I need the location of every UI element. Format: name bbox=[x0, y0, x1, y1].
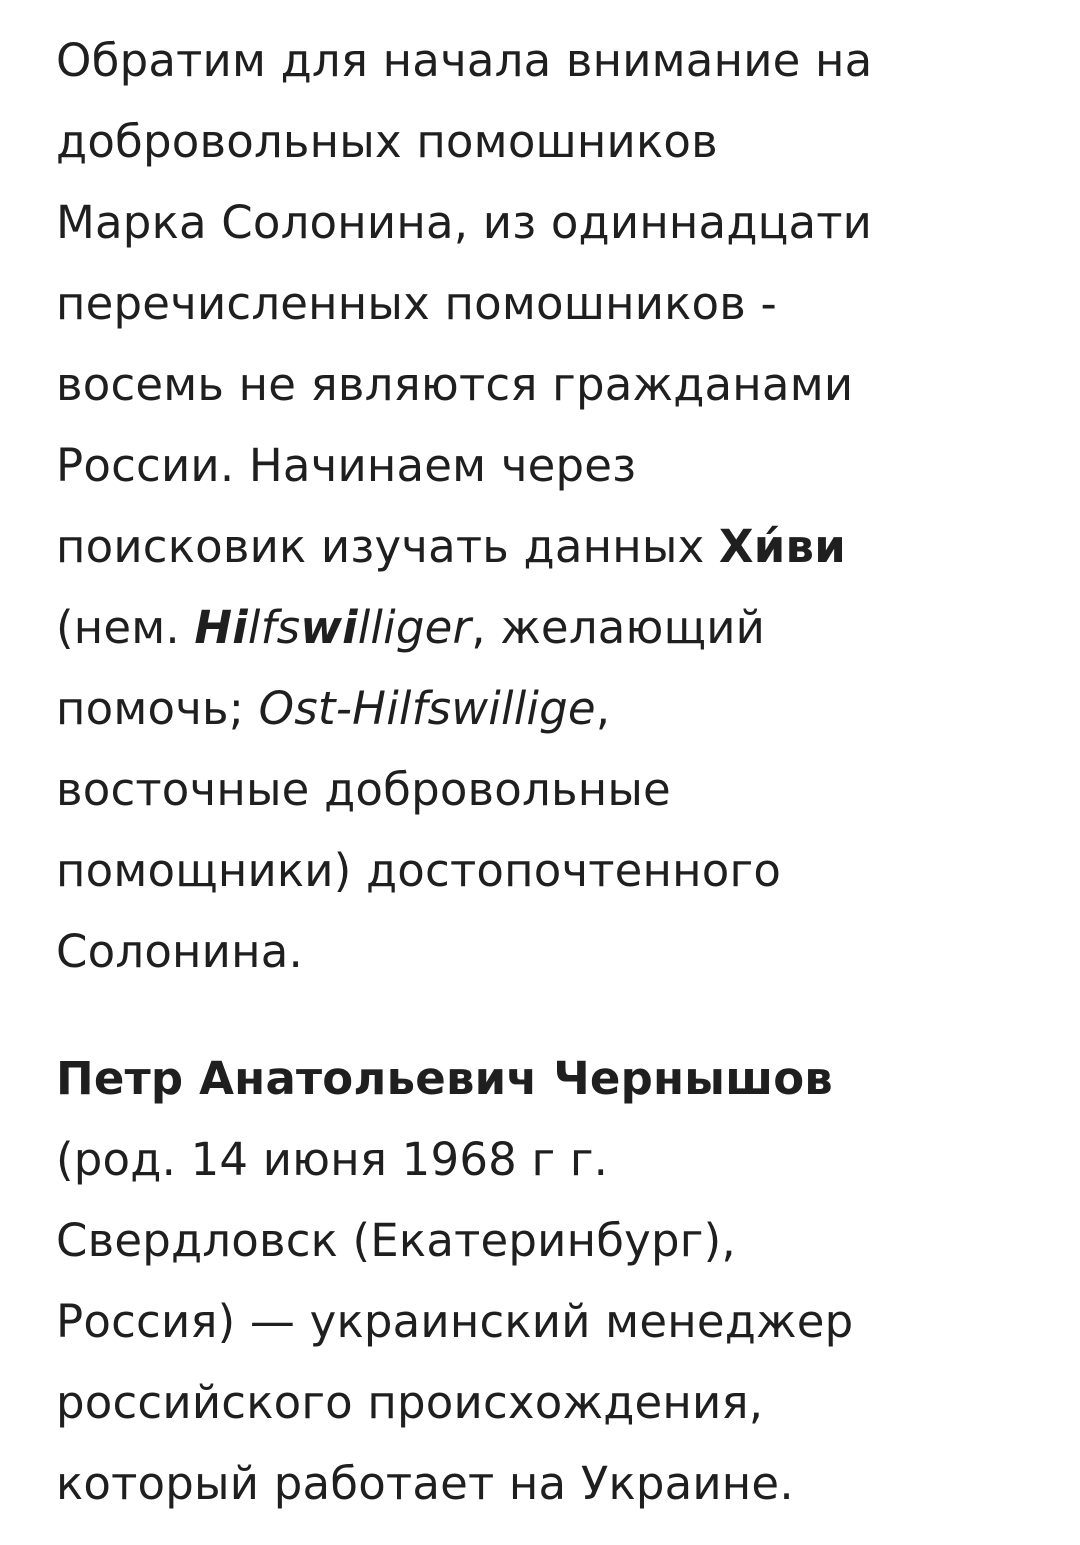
term-hiwi: Хи́ви bbox=[718, 520, 846, 573]
person-name: Петр Анатольевич Чернышов bbox=[56, 1052, 833, 1105]
text-line: помощники) достопочтенного bbox=[56, 844, 782, 897]
text-line: России. Начинаем через bbox=[56, 439, 637, 492]
term-fragment: lliger bbox=[357, 601, 472, 654]
paragraph-chernyshov bbox=[56, 1038, 1046, 1524]
term-ost-hilfswillige: Ost-Hilfswillige bbox=[258, 682, 596, 735]
text-line: восемь не являются гражданами bbox=[56, 358, 854, 411]
article-body bbox=[56, 20, 1046, 1524]
text-line: Марка Солонина, из одиннадцати bbox=[56, 196, 873, 249]
text-line: Россия) — украинский менеджер bbox=[56, 1295, 854, 1348]
text-line: Солонина. bbox=[56, 925, 304, 978]
text-line: перечисленных помошников - bbox=[56, 277, 777, 330]
paragraph-volunteers bbox=[56, 20, 1046, 992]
text-line: Свердловск (Екатеринбург), bbox=[56, 1214, 736, 1267]
text-line: который работает на Украине. bbox=[56, 1457, 794, 1510]
text-line bbox=[56, 506, 1046, 587]
term-fragment: lfs bbox=[247, 601, 301, 654]
term-fragment: wi bbox=[300, 601, 358, 654]
text-line: российского происхождения, bbox=[56, 1376, 764, 1429]
text-fragment: поисковик изучать данных bbox=[56, 520, 719, 573]
text-line bbox=[56, 587, 1046, 668]
text-line: Обратим для начала внимание на bbox=[56, 34, 873, 87]
text-line: (род. 14 июня 1968 г г. bbox=[56, 1133, 609, 1186]
text-line: добровольных помошников bbox=[56, 115, 718, 168]
term-fragment: Hi bbox=[194, 601, 248, 654]
text-line bbox=[56, 668, 1046, 749]
text-fragment: , bbox=[595, 682, 611, 735]
text-fragment: помочь; bbox=[56, 682, 259, 735]
text-fragment: (нем. bbox=[56, 601, 195, 654]
text-fragment: , желающий bbox=[471, 601, 766, 654]
text-line: восточные добровольные bbox=[56, 763, 671, 816]
